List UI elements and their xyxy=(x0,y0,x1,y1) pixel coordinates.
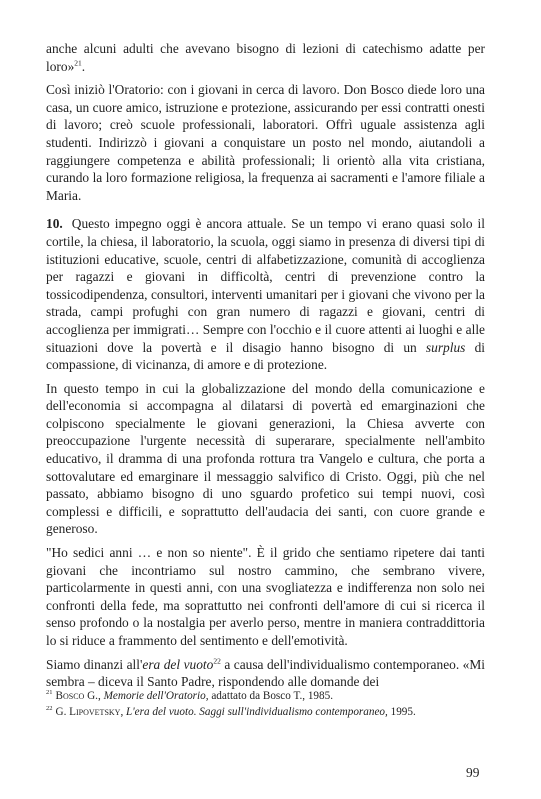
italic-term: surplus xyxy=(425,339,466,355)
paragraph-4: In questo tempo in cui la globalizzazione del mondo della comunicazione e dell'economia si accompagna al dilatarsi di povertà ed emarginazioni che colpiscono specialmente le giovani generazioni, la Chiesa avverte con preoccupazione l'urgente necessità di superarare, specialmente nell'ambito educativo, il dramma di una profonda rottura tra Vangelo e cultura, che porta a sottovalutare ed emarginare il messaggio salvifico di Cristo. Oggi, più che nel passato, abbiamo bisogno di uno sguardo profetico sui tempi nuovi, così complessi e difficili, e soprattutto dell'audacia dei santi, con cuore grande e generoso. xyxy=(46,380,485,537)
section-number: 10. xyxy=(46,216,63,232)
footnotes xyxy=(46,688,485,720)
paragraph-6: Siamo dinanzi all'era del vuoto$^{22}$ a causa dell'individualismo contemporaneo. «Mi sembra – diceva il Santo Padre, rispondendo alle domande dei xyxy=(46,656,485,690)
page-body xyxy=(46,40,485,697)
paragraph-2: Così iniziò l'Oratorio: con i giovani in cerca di lavoro. Don Bosco diede loro una casa, un cuore amico, istruzione e protezione, assicurando per essi contratti onesti di lavoro; creò scuole professionali, laboratori. Offrì uguale assistenza agli studenti. Indirizzò i giovani a conquistare un posto nel mondo, aiutandoli a raggiungere competenza e abilità professionali; li orientò alla vita cristiana, curando la loro formazione religiosa, la frequenza ai sacramenti e l'amore filiale a Maria. xyxy=(46,82,485,203)
italic-term: era del vuoto xyxy=(142,656,214,672)
page-number: 99 xyxy=(466,765,480,780)
footnote-ref-22: 22 xyxy=(213,656,221,666)
footnote-ref-21: 21 xyxy=(74,58,82,68)
paragraph-5: "Ho sedici anni … e non so niente". È il grido che sentiamo ripetere dai tanti giovani che incontriamo sul nostro cammino, che sembrano vivere, particolarmente in questi anni, con una svogliatezza e indifferenza non solo nei confronti della fede, ma soprattutto nei confronti dell'amore di cui si ricerca il senso profondo o la nostalgia per averlo perso, mentre in maniera contraddittoria lo si riduce a frammento del sentimento e dell'emotività. xyxy=(46,545,485,648)
footnote-22: $^{22}$ G. Lipovetsky, L'era del vuoto. Saggi sull'individualismo contemporaneo, 1995. xyxy=(46,705,416,718)
paragraph-3: 10. Questo impegno oggi è ancora attuale. Se un tempo vi erano quasi solo il cortile, la chiesa, il laboratorio, la scuola, oggi siamo in presenza di diversi tipi di istituzioni educative, scuole, centri di alfabetizzazione, comunità di accoglienza per ragazzi e giovani in difficoltà, centri di prevenzione contro la tossicodipendenza, consultori, interventi umanitari per i giovani che vivono per la strada, campi profughi con gran numero di ragazzi e giovani, centri di accoglienza per immigrati… Sempre con l'occhio e il cuore attenti ai luoghi e alle situazioni dove la povertà e il disagio hanno bisogno di un surplus di compassione, di vicinanza, di amore e di protezione. xyxy=(46,216,485,373)
paragraph-1: anche alcuni adulti che avevano bisogno di lezioni di catechismo adatte per loro»$^{21}$. xyxy=(46,41,485,74)
footnote-21: $^{21}$ Bosco G., Memorie dell'Oratorio, adattato da Bosco T., 1985. xyxy=(46,689,334,702)
